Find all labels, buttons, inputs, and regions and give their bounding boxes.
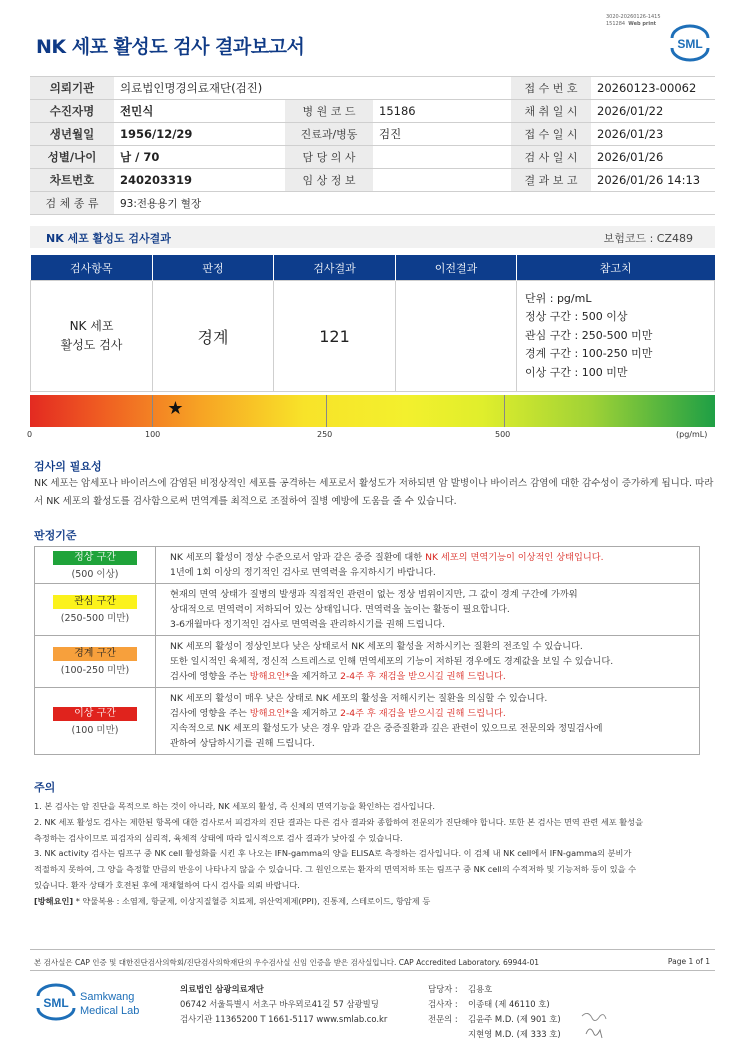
patient-info-table	[30, 76, 715, 215]
criteria-text: 지속적으로 NK 세포의 활성도가 낮은 경우 암과 같은 중증질환과 깊은 관련이 있으므로 전문의와 정밀검사에	[170, 723, 603, 734]
reference-cell	[517, 281, 715, 392]
org-info	[180, 982, 387, 1027]
criteria-text: 을 제거하고	[289, 671, 341, 682]
criteria-range: (500 이상)	[71, 568, 119, 580]
criteria-text: 검사에 영향을 주는	[170, 671, 250, 682]
criteria-line	[170, 654, 689, 669]
staff-name: 지현영 M.D. (제 333 호)	[468, 1029, 561, 1039]
criteria-text: 상대적으로 면역력이 저하되어 있는 상태입니다. 면역력을 높이는 활동이 필요합니다.	[170, 604, 510, 615]
sex-age-value: 남 / 70	[114, 146, 285, 169]
criteria-line	[170, 706, 689, 721]
col-header-previous: 이전결과	[396, 255, 517, 281]
col-header-result: 검사결과	[274, 255, 396, 281]
page-number: Page 1 of 1	[667, 957, 710, 966]
result-value: 121	[274, 281, 396, 392]
criteria-badge: 경계 구간	[53, 647, 137, 661]
criteria-range: (100 미만)	[71, 724, 119, 736]
necessity-text: NK 세포는 암세포나 바이러스에 감염된 비정상적인 세포를 공격하는 세포로서 활성도가 저하되면 암 발병이나 바이러스 감염에 대한 감수성이 증가하게 됩니다. 따라서 NK 세포의 활성도를 검사함으로써 면역계를 최적으로 조절하여 질병 예방에 도움을 줄 수 있습니다.	[34, 478, 714, 507]
org-address: 06742 서울특별시 서초구 바우뫼로41길 57 삼광빌딩	[180, 999, 379, 1009]
gauge-label-0: 0	[27, 430, 33, 439]
criteria-title: 판정기준	[34, 529, 77, 542]
staff-role: 담당자 :	[428, 984, 458, 994]
col-header-judgement: 판정	[153, 255, 274, 281]
reference-abnormal: 이상 구간 : 100 미만	[525, 365, 628, 379]
staff-name: 김윤주 M.D. (제 901 호)	[468, 1014, 561, 1024]
print-id: 3020-20260126-1415	[606, 14, 661, 20]
criteria-emphasis: 2-4주 후 재검을 받으시길 권해 드립니다.	[340, 708, 506, 719]
insurance-code: 보험코드 : CZ489	[603, 232, 693, 245]
criteria-text: 검사에 영향을 주는	[170, 708, 250, 719]
request-org-label: 의뢰기관	[30, 77, 114, 100]
criteria-description	[156, 688, 700, 755]
interference-text: * 약물복용 : 소염제, 항균제, 이상지질혈증 치료제, 위산억제제(PPI), 진통제, 스테로이드, 항암제 등	[73, 895, 431, 906]
gauge-unit: (pg/mL)	[676, 430, 708, 439]
criteria-text: 을 제거하고	[289, 708, 341, 719]
reference-borderline: 경계 구간 : 100-250 미만	[525, 347, 653, 361]
criteria-line	[170, 602, 689, 617]
criteria-emphasis: 방해요인*	[249, 671, 290, 682]
footer-divider	[30, 949, 715, 950]
collect-date-value: 2026/01/22	[591, 100, 715, 123]
clinical-value	[373, 169, 511, 192]
reference-normal: 정상 구간 : 500 이상	[525, 310, 628, 324]
criteria-line	[170, 617, 689, 632]
print-code: 151284	[606, 21, 626, 27]
test-item-line1: NK 세포	[69, 319, 114, 333]
criteria-description	[156, 547, 700, 584]
report-date-value: 2026/01/26 14:13	[591, 169, 715, 192]
criteria-text: NK 세포의 활성이 정상 수준으로서 암과 같은 중증 질환에 대한	[170, 552, 426, 563]
test-date-label: 검 사 일 시	[511, 146, 591, 169]
org-contact: 검사기관 11365200 T 1661-5117 www.smlab.co.kr	[180, 1014, 388, 1024]
samkwang-logo-mark: SML	[43, 996, 69, 1010]
note-line: 3. NK activity 검사는 림프구 중 NK cell 활성화를 시킨 후 나오는 IFN-gamma의 양을 ELISA로 측정하는 검사입니다. 이 검체 내 NK cell에서 IFN-gamma의 분비가	[34, 848, 632, 859]
sex-age-label: 성별/나이	[30, 146, 114, 169]
note-line: 적절하지 못하여, 그 양을 측정할 만큼의 반응이 나타나지 않을 수 있습니다. 그 원인으로는 환자의 면역저하 또는 림프구 중 NK cell의 수적저하 및 기능저하 등이 있을 수	[34, 864, 637, 875]
activity-gauge-bar	[30, 395, 715, 427]
gauge-label-500: 500	[495, 430, 511, 439]
patient-name-value: 전민식	[114, 100, 285, 123]
result-section-header	[30, 226, 715, 248]
interference-label: [방해요인]	[34, 895, 74, 906]
criteria-range-cell	[35, 547, 156, 584]
receipt-no-value: 20260123-00062	[591, 77, 715, 100]
criteria-line	[170, 639, 689, 654]
criteria-description	[156, 584, 700, 636]
necessity-title: 검사의 필요성	[34, 460, 102, 473]
receipt-date-label: 접 수 일 시	[511, 123, 591, 146]
gauge-label-250: 250	[317, 430, 333, 439]
criteria-text: 관하여 상담하시기를 권해 드립니다.	[170, 738, 315, 749]
certification-note: 본 검사실은 CAP 인증 및 대한진단검사의학회/진단검사의학재단의 우수검사실 신임 인증을 받은 검사실입니다. CAP Accredited Laboratory. 69944-01	[34, 958, 540, 967]
judgement-value: 경계	[153, 281, 274, 392]
notes-list	[34, 799, 724, 910]
chart-no-label: 차트번호	[30, 169, 114, 192]
gauge-tick-250	[326, 395, 327, 427]
handwritten-signature	[578, 1008, 618, 1044]
sml-logo-text: SML	[677, 37, 703, 51]
clinical-label: 임 상 정 보	[285, 169, 373, 192]
test-item-cell	[31, 281, 153, 392]
criteria-line	[170, 587, 689, 602]
criteria-line	[170, 691, 689, 706]
print-type: Web print	[628, 21, 657, 27]
staff-name: 이종태 (제 46110 호)	[468, 999, 550, 1009]
criteria-range-cell	[35, 688, 156, 755]
criteria-line	[170, 721, 689, 736]
criteria-text: NK 세포의 활성이 매우 낮은 상태로 NK 세포의 활성을 저해시키는 질환을 의심할 수 있습니다.	[170, 693, 548, 704]
criteria-badge: 정상 구간	[53, 551, 137, 565]
criteria-text: 3-6개월마다 정기적인 검사로 면역력을 관리하시기를 권해 드립니다.	[170, 619, 446, 630]
staff-name: 김용호	[468, 984, 493, 994]
criteria-text: NK 세포의 활성이 정상인보다 낮은 상태로서 NK 세포의 활성을 저하시키는 질환의 전조일 수 있습니다.	[170, 641, 583, 652]
gauge-label-100: 100	[145, 430, 161, 439]
gauge-tick-100	[152, 395, 153, 427]
report-title: NK 세포 활성도 검사 결과보고서	[36, 36, 305, 58]
chart-no-value: 240203319	[114, 169, 285, 192]
criteria-badge: 관심 구간	[53, 595, 137, 609]
staff-role: 검사자 :	[428, 999, 458, 1009]
criteria-text: 1년에 1회 이상의 정기적인 검사로 면역력을 유지하시기 바랍니다.	[170, 567, 436, 578]
criteria-emphasis: NK 세포의 면역기능이 이상적인 상태입니다.	[425, 552, 604, 563]
interference-line	[34, 894, 724, 910]
result-section-title: NK 세포 활성도 검사결과	[46, 232, 171, 245]
specimen-value: 93:전용용기 혈장	[114, 192, 715, 215]
criteria-badge: 이상 구간	[53, 707, 137, 721]
criteria-emphasis: 방해요인*	[249, 708, 290, 719]
criteria-row	[35, 636, 700, 688]
samkwang-logo	[36, 982, 156, 1022]
criteria-range-cell	[35, 584, 156, 636]
criteria-row	[35, 584, 700, 636]
dept-label: 진료과/병동	[285, 123, 373, 146]
result-marker-star-icon: ★	[167, 398, 184, 419]
receipt-no-label: 접 수 번 호	[511, 77, 591, 100]
print-meta	[606, 14, 661, 28]
brand-name-line2: Medical Lab	[80, 1005, 140, 1017]
result-table	[30, 255, 715, 392]
specimen-label: 검 체 종 류	[30, 192, 114, 215]
criteria-row	[35, 688, 700, 755]
collect-date-label: 채 취 일 시	[511, 100, 591, 123]
criteria-line	[170, 565, 689, 580]
criteria-text: 현재의 면역 상태가 질병의 발생과 직접적인 관련이 없는 정상 범위이지만, 그 값이 경계 구간에 가까워	[170, 589, 578, 600]
notes-title: 주의	[34, 781, 56, 794]
criteria-line	[170, 550, 689, 565]
doctor-label: 담 당 의 사	[285, 146, 373, 169]
criteria-range-cell	[35, 636, 156, 688]
note-line: 측정하는 검사이므로 피검자의 심리적, 육체적 상태에 따라 일시적으로 검사 결과가 낮아질 수 있습니다.	[34, 832, 403, 843]
note-line: 2. NK 세포 활성도 검사는 제한된 항목에 대한 검사로서 피검자의 진단 결과는 다른 검사 결과와 종합하여 전문의가 진단해야 합니다. 또한 본 검사는 면역 관련 세포 활성을	[34, 816, 643, 827]
test-date-value: 2026/01/26	[591, 146, 715, 169]
reference-unit: 단위 : pg/mL	[525, 291, 592, 305]
signatures	[428, 982, 561, 1042]
reference-caution: 관심 구간 : 250-500 미만	[525, 328, 653, 342]
note-line: 있습니다. 환자 상태가 호전된 후에 재채혈하여 다시 검사를 의뢰 바랍니다.	[34, 879, 300, 890]
previous-result-value	[396, 281, 517, 392]
criteria-description	[156, 636, 700, 688]
gauge-tick-500	[504, 395, 505, 427]
criteria-line	[170, 669, 689, 684]
footer-divider-2	[30, 970, 715, 971]
note-line: 1. 본 검사는 암 진단을 목적으로 하는 것이 아니라, NK 세포의 활성, 즉 신체의 면역기능을 확인하는 검사입니다.	[34, 801, 435, 811]
criteria-emphasis: 2-4주 후 재검을 받으시길 권해 드립니다.	[340, 671, 506, 682]
brand-name-line1: Samkwang	[80, 991, 135, 1003]
col-header-reference: 참고치	[517, 255, 715, 281]
org-name: 의료법인 삼광의료재단	[180, 984, 264, 994]
hospital-code-label: 병 원 코 드	[285, 100, 373, 123]
criteria-range: (250-500 미만)	[60, 613, 130, 624]
birth-label: 생년월일	[30, 123, 114, 146]
sml-logo	[666, 24, 714, 62]
criteria-range: (100-250 미만)	[60, 665, 130, 676]
criteria-row	[35, 547, 700, 584]
birth-value: 1956/12/29	[114, 123, 285, 146]
col-header-item: 검사항목	[31, 255, 153, 281]
test-item-line2: 활성도 검사	[60, 338, 123, 352]
doctor-value	[373, 146, 511, 169]
report-date-label: 결 과 보 고	[511, 169, 591, 192]
request-org-value: 의료법인명경의료재단(검진)	[114, 77, 511, 100]
patient-name-label: 수진자명	[30, 100, 114, 123]
criteria-table	[34, 546, 700, 755]
receipt-date-value: 2026/01/23	[591, 123, 715, 146]
criteria-line	[170, 736, 689, 751]
staff-role: 전문의 :	[428, 1014, 458, 1024]
criteria-text: 또한 일시적인 육체적, 정신적 스트레스로 인해 면역세포의 기능이 저하된 경우에도 경계값을 보일 수 있습니다.	[170, 656, 614, 667]
hospital-code-value: 15186	[373, 100, 511, 123]
dept-value: 검진	[373, 123, 511, 146]
